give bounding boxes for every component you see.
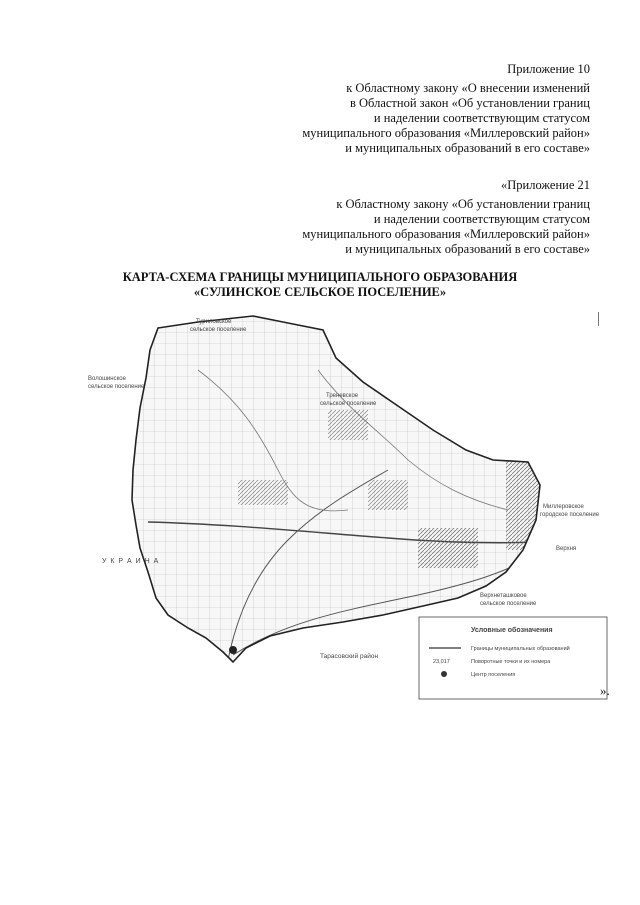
settlement-area	[506, 460, 546, 550]
appendix-21-heading: «Приложение 21	[501, 178, 590, 192]
map-label-varshinskoe: Верхнеташковое	[480, 593, 527, 599]
legend-item-center: Центр поселения	[471, 672, 516, 678]
settlement-area	[238, 480, 288, 505]
appendix-10-line: к Областному закону «О внесении изменений	[346, 81, 590, 95]
map-label-voloshinskoe-sub: сельское поселение	[88, 384, 145, 390]
legend-title: Условные обозначения	[471, 627, 553, 634]
legend-point-sample: 23,017	[433, 659, 450, 665]
map-label-verhnyaya: Верхня	[556, 546, 577, 552]
map-label-treninskoe-sub: сельское поселение	[320, 401, 377, 407]
appendix-10-line: и наделении соответствующим статусом	[373, 111, 590, 125]
map-label-treninskoe: Треневское	[326, 393, 359, 399]
closing-quote: ».	[600, 683, 610, 698]
appendix-10-heading: Приложение 10	[507, 62, 590, 76]
appendix-21-line: и муниципальных образований в его составе»	[345, 242, 590, 256]
appendix-21-line: муниципального образования «Миллеровский район»	[302, 227, 590, 241]
legend-dot-symbol	[441, 671, 447, 677]
legend-item-points: Поворотные точки и их номера	[471, 659, 551, 665]
appendix-21-line: и наделении соответствующим статусом	[373, 212, 590, 226]
appendix-10-line: в Областной закон «Об установлении границ	[349, 96, 590, 110]
settlement-area	[418, 528, 478, 568]
map-legend	[419, 617, 607, 699]
settlement-area	[328, 410, 368, 440]
appendix-21-block	[302, 178, 590, 257]
settlement-center-dot	[229, 646, 237, 654]
document-title	[0, 270, 640, 300]
appendix-10-line: муниципального образования «Миллеровский район»	[302, 126, 590, 140]
title-line-2: «СУЛИНСКОЕ СЕЛЬСКОЕ ПОСЕЛЕНИЕ»	[193, 285, 447, 299]
map-label-millerovskoe: Миллеровское	[543, 504, 584, 510]
settlement-area	[368, 480, 408, 510]
map-label-tarasovsky: Тарасовский район	[320, 653, 379, 660]
appendix-10-line: и муниципальных образований в его составе»	[345, 141, 590, 155]
map-label-turilovskoe-sub: сельское поселение	[190, 327, 247, 333]
appendix-10-block	[302, 62, 590, 156]
map-label-ukraine: У К Р А И Н А	[102, 558, 160, 565]
map-label-millerovskoe-sub: городское поселение	[540, 512, 600, 518]
map-scheme	[88, 310, 608, 700]
title-line-1: КАРТА-СХЕМА ГРАНИЦЫ МУНИЦИПАЛЬНОГО ОБРАЗОВАНИЯ	[122, 270, 518, 284]
map-label-voloshinskoe: Волошинское	[88, 376, 126, 382]
map-label-turilovskoe: Туриловское	[196, 319, 232, 325]
legend-item-boundaries: Границы муниципальных образований	[471, 646, 570, 652]
appendix-21-line: к Областному закону «Об установлении границ	[336, 197, 590, 211]
map-label-varshinskoe-sub: сельское поселение	[480, 601, 537, 607]
